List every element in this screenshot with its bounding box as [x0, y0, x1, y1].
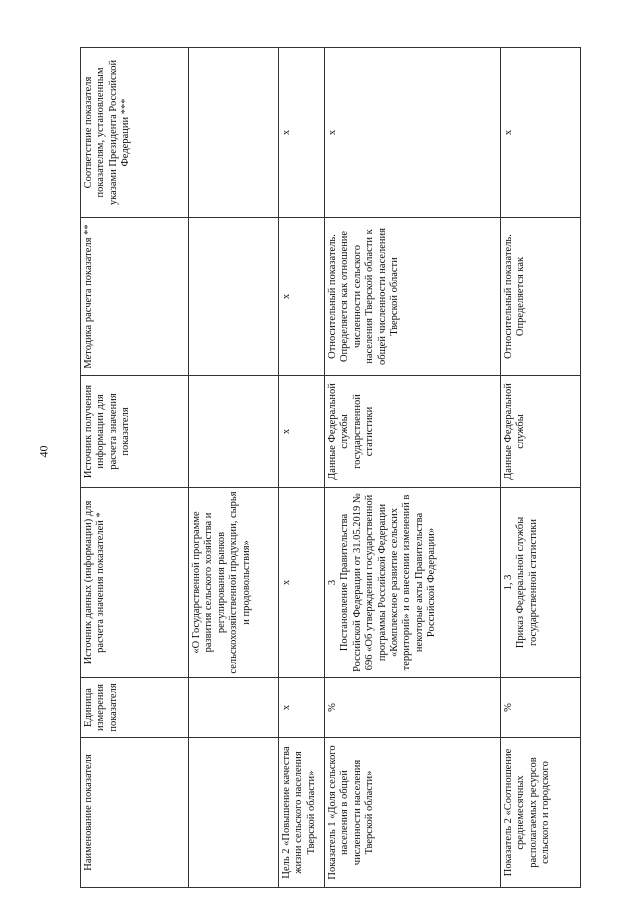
row-unit: х	[279, 678, 325, 738]
row-method	[189, 218, 279, 376]
row-unit: %	[501, 678, 581, 738]
row-unit: %	[325, 678, 501, 738]
table-row	[189, 48, 279, 888]
header-compliance: Соответствие показателя показателям, установленным указами Президента Российской Федерации ***	[81, 48, 189, 218]
table-row	[279, 48, 325, 888]
rotated-page-content	[80, 48, 580, 888]
row-name: Показатель 2 «Соотношение среднемесячных располагаемых ресурсов сельского и городского	[501, 738, 581, 888]
row-compliance: х	[325, 48, 501, 218]
row-source-number: 3	[327, 579, 338, 586]
header-source: Источник данных (информации) для расчета значения показателей *	[81, 488, 189, 678]
header-unit: Единица измерения показателя	[81, 678, 189, 738]
row-source-cell	[325, 488, 501, 678]
row-method: Относительный показатель. Определяется как	[501, 218, 581, 376]
row-source-number: 1, 3	[503, 574, 514, 591]
indicators-table	[80, 47, 581, 888]
row-method: Относительный показатель. Определяется как отношение численности сельского населения Тверской области к общей численности населения Тверской области	[325, 218, 501, 376]
row-compliance	[189, 48, 279, 218]
row-source-cell	[501, 488, 581, 678]
row-name: Показатель 1 «Доля сельского населения в общей численности населения Тверской области»	[325, 738, 501, 888]
row-name: Цель 2 «Повышение качества жизни сельского населения Тверской области»	[279, 738, 325, 888]
row-source: «О Государственной программе развития сельского хозяйства и регулирования рынков сельскохозяйственной продукции, сырья и продовольствия»	[189, 488, 279, 678]
row-info	[189, 376, 279, 488]
row-info: х	[279, 376, 325, 488]
header-method: Методика расчета показателя **	[81, 218, 189, 376]
table-row	[325, 48, 501, 888]
row-info: Данные Федеральной службы	[501, 376, 581, 488]
row-compliance: х	[501, 48, 581, 218]
row-unit	[189, 678, 279, 738]
page-number: 40	[36, 445, 51, 458]
row-source: Приказ Федеральной службы государственной статистики	[515, 516, 539, 649]
row-info: Данные Федеральной службы государственной статистики	[325, 376, 501, 488]
header-info: Источник получения информации для расчета значения показателя	[81, 376, 189, 488]
row-source: Постановление Правительства Российской Федерации от 31.05.2019 № 696 «Об утверждении государственной программы Российской Федерации «Комплексное развитие сельских территорий» и о внесении изменений в некоторые акты Правительства Российской Федерации»	[339, 493, 437, 672]
header-name: Наименование показателя	[81, 738, 189, 888]
table-header-row	[81, 48, 189, 888]
row-method: х	[279, 218, 325, 376]
row-name	[189, 738, 279, 888]
table-row	[501, 48, 581, 888]
row-source: х	[279, 488, 325, 678]
row-compliance: х	[279, 48, 325, 218]
